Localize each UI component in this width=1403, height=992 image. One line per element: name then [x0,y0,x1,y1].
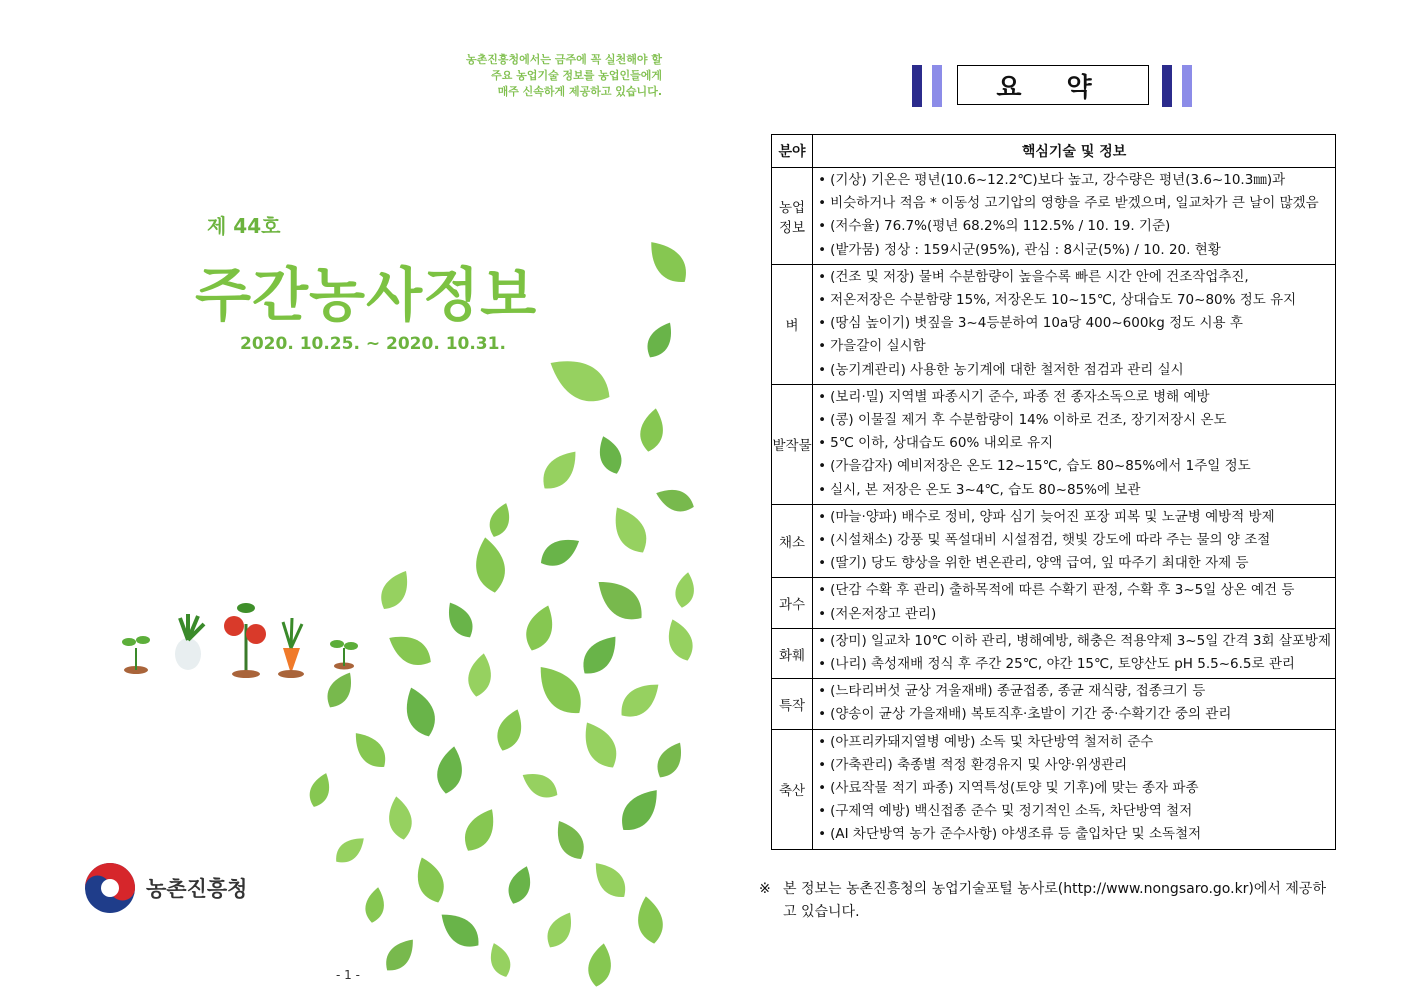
leaf-shape [504,863,537,908]
leaf-shape [662,616,698,665]
bullet-list [817,731,1331,847]
bullet-item: • (장미) 일교차 10℃ 이하 관리, 병해예방, 해충은 적용약제 3~5일 간격 3회 살포방제 [817,630,1331,653]
leaf-shape [673,571,697,610]
bullet-item: • (딸기) 당도 향상을 위한 변온관리, 양액 급여, 잎 따주기 최대한 자제 등 [817,552,1331,575]
table-row [772,679,1336,729]
bullet-item: • (느타리버섯 균상 겨울재배) 종균접종, 종균 재식량, 접종크기 등 [817,680,1331,703]
leaf-shape [589,571,650,629]
heading-bar [1162,65,1172,107]
tagline-line: 농촌진흥청에서는 금주에 꼭 실천해야 할 [466,53,662,66]
bullet-item: • (사료작물 적기 파종) 지역특성(토양 및 기후)에 맞는 종자 파종 [817,777,1331,800]
bullet-item: • (가축관리) 축종별 적정 환경유지 및 사양·위생관리 [817,754,1331,777]
bullet-item: • (나리) 촉성재배 정식 후 주간 25℃, 야간 15℃, 토양산도 pH 5.5~6.5로 관리 [817,653,1331,676]
category-cell [772,264,813,384]
leaf-shape [576,716,625,774]
leaf-shape [410,853,449,906]
category-cell [772,729,813,849]
summary-page [755,0,1355,992]
leaf-shape [485,500,514,540]
note-text: 본 정보는 농촌진흥청의 농업기술포털 농사로(http://www.nongsaro.go.kr)에서 제공하고 있습니다. [783,881,1326,920]
leaf-shape [485,940,514,980]
rda-logo [84,862,247,914]
bullet-item: • (AI 차단방역 농가 준수사항) 야생조류 등 출입차단 및 소독철저 [817,823,1331,846]
bullet-item: • (아프리카돼지열병 예방) 소독 및 차단방역 철저히 준수 [817,731,1331,754]
content-cell [813,578,1336,628]
leaf-shape [374,565,415,614]
heading-bar [932,65,942,107]
category-label: 화훼 [779,647,806,664]
cover-period: 2020. 10.25. ~ 2020. 10.31. [240,334,506,354]
bullet-item: • (양송이 균상 가을재배) 복토직후·초발이 기간 중·수확기간 중의 관리 [817,703,1331,726]
vegetables-illustration [118,596,368,686]
bullet-item: • (가을감자) 예비저장은 온도 12~15℃, 습도 80~85%에서 1주일 정도 [817,455,1331,478]
leaf-shape [465,651,495,698]
leaf-shape [471,535,509,595]
bullet-item: • (콩) 이물질 제거 후 수분함량이 14% 이하로 건조, 장기저장시 온도 [817,409,1331,432]
bullet-item: • 실시, 본 저장은 온도 3~4℃, 습도 80~85%에 보관 [817,479,1331,502]
category-label: 벼 [785,318,799,335]
category-label: 밭작물 [772,438,812,455]
leaf-shape [492,706,528,755]
bullet-item: • (땅심 높이기) 볏짚을 3~4등분하여 10a당 400~600kg 정도 시용 후 [817,312,1331,335]
leaf-shape [613,782,667,839]
bullet-list [817,386,1331,502]
note-mark: ※ [759,881,771,897]
content-cell [813,504,1336,578]
category-label: 과수 [779,597,806,614]
table-row [772,628,1336,678]
bullet-item: • (시설채소) 강풍 및 폭설대비 시설점검, 햇빛 강도에 따라 주는 물의 양 조절 [817,529,1331,552]
leaf-shape [399,683,442,741]
leaf-shape [379,933,420,977]
leaf-shape [347,726,392,774]
category-cell [772,628,813,678]
bullet-list [817,506,1331,576]
content-cell [813,264,1336,384]
bullet-item: • (농기계관리) 사용한 농기계에 대한 철저한 점검과 관리 실시 [817,359,1331,382]
bullet-list [817,630,1331,676]
content-cell [813,168,1336,265]
leaf-shape [542,348,618,412]
bullet-item: • (구제역 예방) 백신접종 준수 및 정기적인 소독, 차단방역 철저 [817,800,1331,823]
leaf-shape [587,856,632,904]
category-label: 정보 [779,219,806,236]
content-cell [813,679,1336,729]
table-row [772,729,1336,849]
leaf-shape [305,770,334,810]
category-cell [772,504,813,578]
bullet-item: • 비슷하거나 적음 * 이동성 고기압의 영향을 주로 받겠으며, 일교차가 큰 날이 많겠음 [817,192,1331,215]
category-label: 축산 [779,783,806,800]
leaf-shape [434,905,486,954]
table-row [772,578,1336,628]
leaf-shape [637,406,667,453]
leaf-shape [363,886,387,925]
category-label: 농업 [779,199,806,216]
content-cell [813,628,1336,678]
logo-text: 농촌진흥청 [146,877,248,901]
category-cell [772,384,813,504]
category-cell [772,168,813,265]
content-cell [813,384,1336,504]
bullet-item: • (보리·밀) 지역별 파종시기 준수, 파종 전 종자소독으로 병해 예방 [817,386,1331,409]
bullet-item: • (저온저장고 관리) [817,603,1331,626]
issue-number: 제 44호 [207,214,281,238]
bullet-item: • 저온저장은 수분함량 15%, 저장온도 10~15℃, 상대습도 70~80% 정도 유지 [817,289,1331,312]
category-cell [772,578,813,628]
leaf-shape [641,318,679,363]
leaf-shape [383,627,437,672]
footnote [759,878,1339,924]
leaf-shape [651,738,689,783]
bullet-item: • (건조 및 저장) 물벼 수분함량이 높을수록 빠른 시간 안에 건조작업추진, [817,266,1331,289]
bullet-item: • (마늘·양파) 배수로 정비, 양파 심기 늦어진 포장 피복 및 노균병 예방적 방제 [817,506,1331,529]
heading-bar [912,65,922,107]
header-content: 핵심기술 및 정보 [813,135,1336,168]
heading-bar [1182,65,1192,107]
leaf-shape [535,531,584,572]
tagline-line: 주요 농업기술 정보를 농업인들에게 [491,69,662,82]
leaf-shape [614,675,666,724]
leaf-shape [634,894,666,945]
content-cell [813,729,1336,849]
page-number: - 1 - [336,968,360,982]
bullet-item: • (단감 수확 후 관리) 출하목적에 따른 수확기 판정, 수확 후 3~5일 상온 예건 등 [817,579,1331,602]
leaf-shape [641,234,695,291]
table-header-row [772,135,1336,168]
table-row [772,504,1336,578]
cover-page [0,0,700,992]
taegeuk-logo-icon [84,862,136,914]
leaf-shape [653,484,698,517]
leaf-shape [434,744,466,795]
tagline-line: 매주 신속하게 제공하고 있습니다. [497,85,662,98]
cover-tagline [400,52,662,100]
summary-heading [912,65,1197,107]
table-row [772,384,1336,504]
leaf-shape [518,766,563,804]
bullet-list [817,680,1331,726]
category-cell [772,679,813,729]
bullet-item: • (저수율) 76.7%(평년 68.2%의 112.5% / 10. 19. 기준) [817,215,1331,238]
leaf-shape [575,629,624,681]
header-category: 분야 [772,135,813,168]
leaf-decoration [0,0,700,992]
leaf-shape [541,908,579,953]
leaf-shape [520,601,559,654]
leaf-shape [585,941,615,988]
leaf-shape [330,831,369,868]
summary-table [771,134,1336,850]
leaf-shape [535,444,584,496]
bullet-item: • 가을갈이 실시함 [817,335,1331,358]
leaf-shape [606,501,655,559]
leaf-shape [549,815,590,864]
leaf-shape [529,657,591,722]
leaf-shape [441,598,479,643]
bullet-item: • (밭가뭄) 정상 : 159시군(95%), 관심 : 8시군(5%) / 10. 20. 현황 [817,239,1331,262]
category-label: 특작 [779,697,806,714]
cover-title: 주간농사정보 [195,261,538,329]
bullet-list [817,169,1331,262]
table-row [772,264,1336,384]
leaf-shape [385,794,415,841]
category-label: 채소 [779,535,806,552]
bullet-list [817,579,1331,625]
heading-title: 요 약 [957,65,1149,105]
bullet-item: • (기상) 기온은 평년(10.6~12.2℃)보다 높고, 강수량은 평년(3.6~10.3㎜)과 [817,169,1331,192]
bullet-list [817,266,1331,382]
table-row [772,168,1336,265]
bullet-item: • 5℃ 이하, 상대습도 60% 내외로 유지 [817,432,1331,455]
leaf-shape [594,433,627,478]
leaf-shape [457,803,502,857]
